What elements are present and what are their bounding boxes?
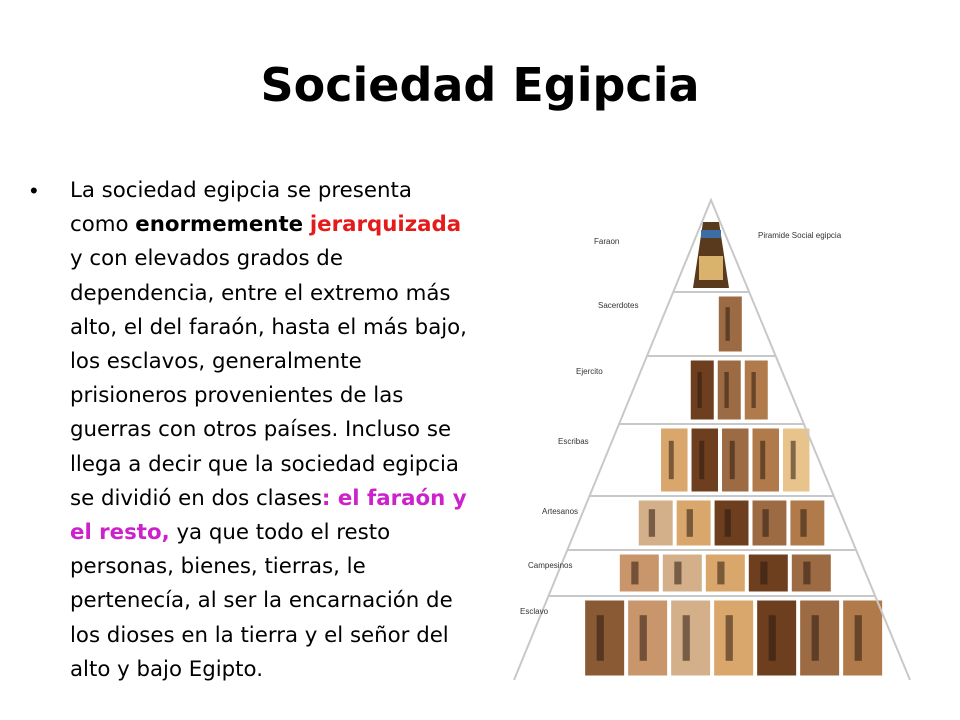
tile-figure — [855, 615, 862, 661]
tile-figure — [674, 562, 681, 585]
social-pyramid-image — [510, 196, 918, 692]
tier-label: Esclavo — [520, 607, 549, 616]
pyramid-svg — [510, 196, 918, 692]
tile-figure — [760, 562, 767, 585]
tile-figure — [725, 509, 731, 537]
tile-figure — [800, 509, 806, 537]
slide-title: Sociedad Egipcia — [260, 58, 700, 112]
pharaoh-headdress — [701, 230, 721, 238]
pyramid-photo-tile — [662, 554, 702, 592]
pyramid-photo-tile — [718, 296, 742, 352]
pyramid-photo-tile — [744, 360, 768, 420]
pyramid-photo-tile — [782, 428, 809, 492]
pyramid-photo-tile — [748, 554, 788, 592]
tile-figure — [726, 307, 730, 341]
tier-label: Sacerdotes — [598, 301, 639, 310]
pyramid-photo-tile — [661, 428, 688, 492]
bold-word: enormemente — [135, 212, 304, 238]
pyramid-photo-tile — [722, 428, 749, 492]
pyramid-photo-tile — [717, 360, 741, 420]
pyramid-photo-tile — [843, 600, 883, 676]
highlight-red-word: jerarquizada — [309, 212, 462, 238]
pyramid-photo-tile — [752, 500, 787, 546]
bullet-paragraph — [70, 174, 468, 687]
pyramid-photo-tile — [757, 600, 797, 676]
tier-label: Artesanos — [542, 507, 579, 516]
tile-figure — [649, 509, 655, 537]
bullet-list — [30, 174, 468, 687]
pyramid-photo-tile — [714, 500, 749, 546]
tier-label: Escribas — [558, 437, 589, 446]
tile-figure — [751, 372, 755, 408]
pyramid-photo-tile — [690, 360, 714, 420]
tile-figure — [769, 615, 776, 661]
highlight-magenta-phrase: el faraón y el resto, — [70, 485, 467, 546]
tile-figure — [730, 441, 735, 479]
pyramid-photo-tile — [638, 500, 673, 546]
bullet-text-part: ya que todo el resto personas, bienes, tierras, le pertenecía, al ser la encarnación de los dioses en la tierra y el señor del alto y bajo Egipto. — [70, 520, 453, 682]
tier-label: Campesinos — [528, 561, 573, 570]
tile-figure — [699, 441, 704, 479]
tier-label: Faraon — [594, 237, 620, 246]
pyramid-photo-tile — [714, 600, 754, 676]
tile-figure — [697, 372, 701, 408]
pyramid-photo-tile — [800, 600, 840, 676]
bullet-text-part: La sociedad egipcia se presenta como — [70, 178, 412, 238]
bullet-dot: • — [30, 178, 38, 203]
tile-figure — [803, 562, 810, 585]
tile-figure — [683, 615, 690, 661]
tile-figure — [631, 562, 638, 585]
pharaoh-collar — [699, 256, 723, 280]
tile-figure — [724, 372, 728, 408]
tier-label: Ejercito — [576, 367, 603, 376]
tile-figure — [760, 441, 765, 479]
pyramid-photo-tile — [705, 554, 745, 592]
pyramid-photo-tile — [585, 600, 625, 676]
tile-figure — [687, 509, 693, 537]
pyramid-photo-tile — [790, 500, 825, 546]
tile-figure — [669, 441, 674, 479]
tile-figure — [762, 509, 768, 537]
tile-figure — [597, 615, 604, 661]
tile-figure — [726, 615, 733, 661]
tile-figure — [791, 441, 796, 479]
tile-figure — [717, 562, 724, 585]
pyramid-photo-tile — [791, 554, 831, 592]
pyramid-photo-tile — [676, 500, 711, 546]
bullet-text-part: y con elevados grados de dependencia, entre el extremo más alto, el del faraón, hasta el más bajo, los esclavos, generalmente prisioneros provenientes de las guerras con otros países. Incluso se llega a decir que la sociedad egipcia se dividió en dos clases — [70, 246, 467, 511]
pyramid-photo-tile — [628, 600, 668, 676]
tile-figure — [640, 615, 647, 661]
pyramid-heading: Piramide Social egipcia — [758, 231, 842, 240]
pyramid-photo-tile — [619, 554, 659, 592]
pyramid-photo-tile — [671, 600, 711, 676]
tile-figure — [812, 615, 819, 661]
highlight-colon: : — [321, 485, 338, 511]
bullet-text-space — [303, 212, 310, 237]
pyramid-photo-tile — [752, 428, 779, 492]
pyramid-photo-tile — [691, 428, 718, 492]
